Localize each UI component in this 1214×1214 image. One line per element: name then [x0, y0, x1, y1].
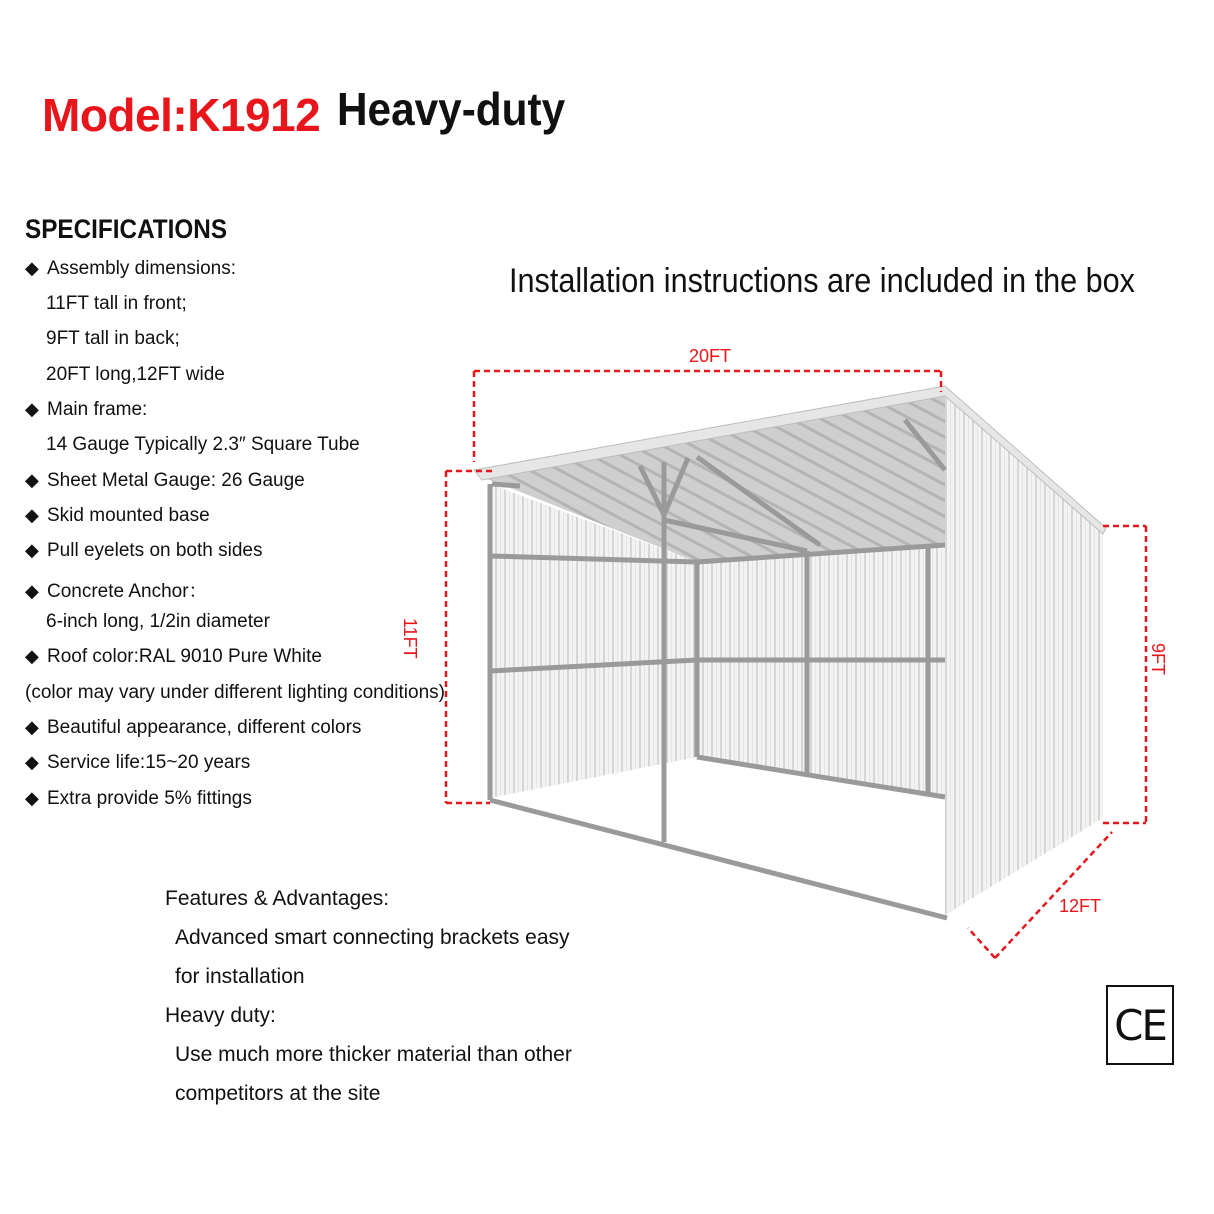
- spec-line: ◆ Sheet Metal Gauge: 26 Gauge: [25, 470, 305, 491]
- spec-line: 6-inch long, 1/2in diameter: [46, 611, 270, 632]
- spec-line: ◆ Skid mounted base: [25, 505, 210, 526]
- spec-line: ◆ Service life:15~20 years: [25, 752, 251, 773]
- spec-line: 9FT tall in back;: [46, 328, 180, 349]
- diamond-bullet-icon: ◆: [25, 788, 39, 808]
- spec-line: 11FT tall in front;: [46, 293, 187, 314]
- ce-mark: CE: [1106, 985, 1174, 1065]
- diamond-bullet-icon: ◆: [25, 717, 39, 737]
- installation-note: Installation instructions are included in the box: [509, 262, 1135, 300]
- right-wall: [945, 397, 1103, 915]
- model-title: Model:K1912: [42, 89, 321, 141]
- diamond-bullet-icon: ◆: [25, 470, 39, 490]
- features-heading: Features & Advantages:: [165, 887, 390, 910]
- spec-line: (color may vary under different lighting conditions): [25, 682, 445, 703]
- spec-line: ◆ Main frame:: [25, 399, 148, 420]
- heavy-duty-subtitle: Heavy-duty: [337, 83, 566, 135]
- diamond-bullet-icon: ◆: [25, 646, 39, 666]
- heavy-duty-text: competitors at the site: [175, 1082, 381, 1105]
- diamond-bullet-icon: ◆: [25, 258, 39, 278]
- spec-line: ◆ Pull eyelets on both sides: [25, 540, 263, 561]
- spec-line: 20FT long,12FT wide: [46, 364, 225, 385]
- diamond-bullet-icon: ◆: [25, 399, 39, 419]
- diamond-bullet-icon: ◆: [25, 540, 39, 560]
- heavy-duty-text: Use much more thicker material than other: [175, 1043, 572, 1066]
- width-label: 12FT: [1059, 896, 1102, 916]
- spec-line: ◆ Assembly dimensions:: [25, 258, 237, 279]
- features-text: for installation: [175, 965, 305, 988]
- features-text: Advanced smart connecting brackets easy: [175, 926, 570, 949]
- diamond-bullet-icon: ◆: [25, 505, 39, 525]
- spec-line: ◆ Extra provide 5% fittings: [25, 788, 252, 809]
- specifications-heading: SPECIFICATIONS: [25, 214, 228, 244]
- heavy-duty-heading: Heavy duty:: [165, 1004, 276, 1027]
- back-height-label: 9FT: [1148, 643, 1168, 676]
- diamond-bullet-icon: ◆: [25, 752, 39, 772]
- diamond-bullet-icon: ◆: [25, 581, 39, 601]
- back-wall: [697, 545, 945, 797]
- spec-line: ◆ Concrete Anchor：: [25, 581, 208, 602]
- spec-line: ◆ Beautiful appearance, different colors: [25, 717, 362, 738]
- front-height-label: 11FT: [400, 618, 420, 659]
- spec-line: 14 Gauge Typically 2.3″ Square Tube: [46, 434, 360, 455]
- spec-line: ◆ Roof color:RAL 9010 Pure White: [25, 646, 322, 667]
- length-label: 20FT: [689, 346, 732, 366]
